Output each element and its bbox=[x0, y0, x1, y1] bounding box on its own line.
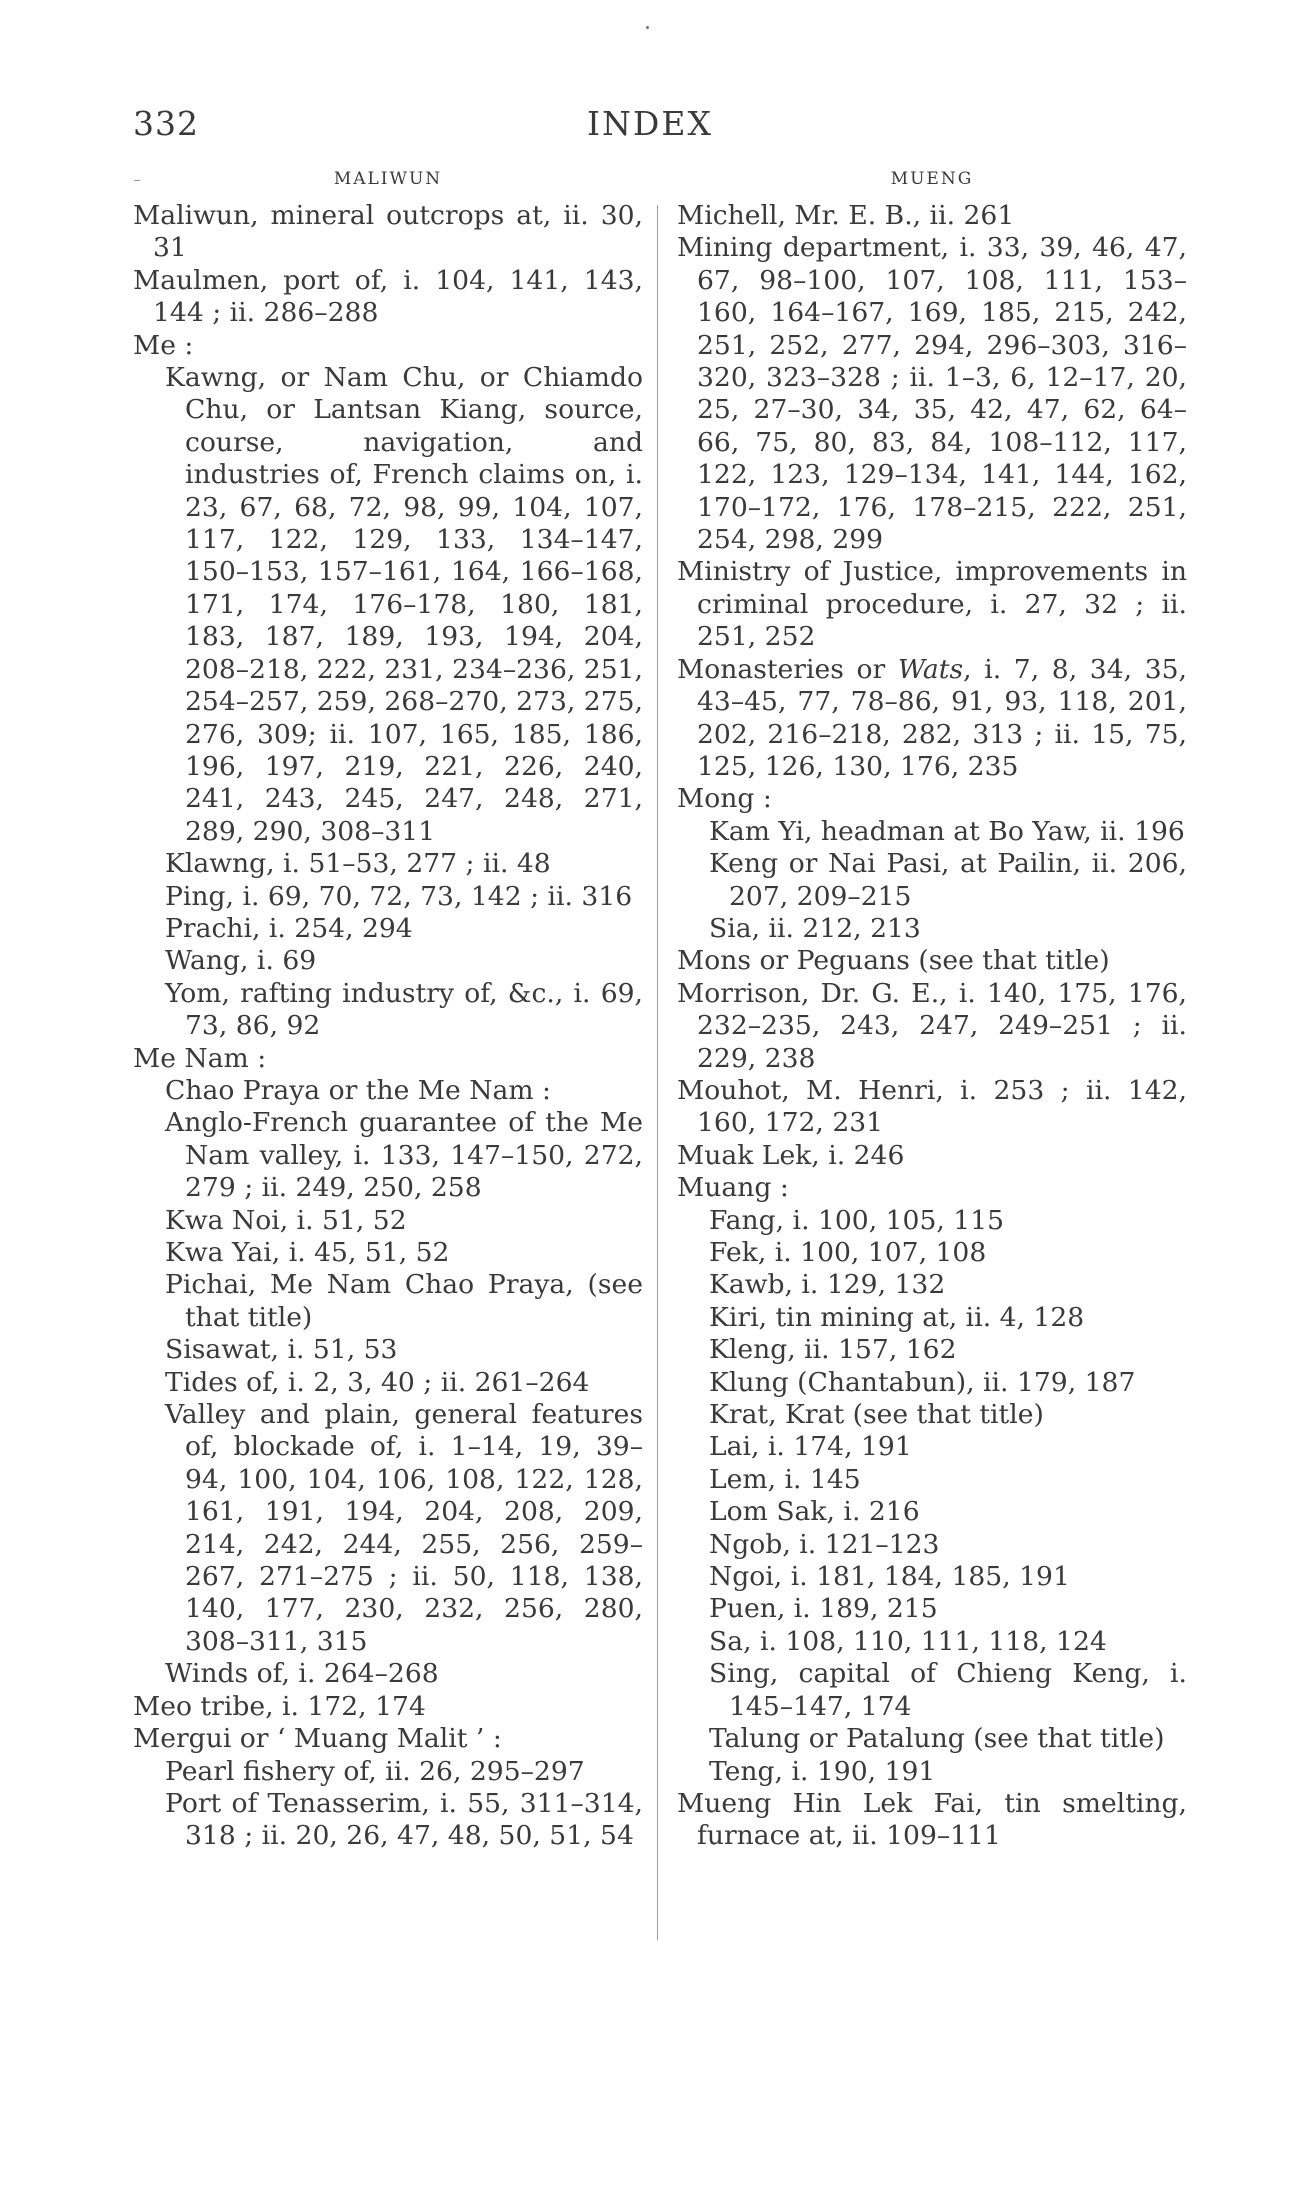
index-subentry: Anglo-French guarantee of the Me Nam valley, i. 133, 147–150, 272, 279 ; ii. 249, 250, 258 bbox=[165, 1107, 643, 1204]
index-entry: Monasteries or Wats, i. 7, 8, 34, 35, 43–45, 77, 78–86, 91, 93, 118, 201, 202, 216–218, 282, 313 ; ii. 15, 75, 125, 126, 130, 176, 235 bbox=[677, 653, 1188, 782]
index-entry: Mergui or ‘ Muang Malit ’ : bbox=[133, 1723, 502, 1755]
index-subentry: Keng or Nai Pasi, at Pailin, ii. 206, 207, 209–215 bbox=[709, 848, 1187, 912]
italic-term: Wats bbox=[897, 653, 964, 685]
index-subentry: Kwa Noi, i. 51, 52 bbox=[165, 1204, 407, 1236]
column-divider bbox=[657, 205, 658, 1940]
index-subentry: Sisawat, i. 51, 53 bbox=[165, 1334, 398, 1366]
index-entry: Me Nam : bbox=[133, 1042, 267, 1074]
index-entry: Me : bbox=[133, 329, 194, 361]
index-subentry: Kiri, tin mining at, ii. 4, 128 bbox=[709, 1301, 1085, 1333]
index-subentry: Chao Praya or the Me Nam : bbox=[165, 1074, 551, 1106]
right-column bbox=[677, 168, 1187, 1853]
index-subentry: Krat, Krat (see that title) bbox=[709, 1399, 1044, 1431]
index-entry: Michell, Mr. E. B., ii. 261 bbox=[677, 200, 1015, 231]
left-running-head: MALIWUN bbox=[333, 169, 443, 189]
left-column bbox=[133, 168, 643, 1853]
index-subentry: Fek, i. 100, 107, 108 bbox=[709, 1237, 987, 1268]
index-subentry: Teng, i. 190, 191 bbox=[709, 1755, 936, 1787]
index-subentry: Kam Yi, headman at Bo Yaw, ii. 196 bbox=[709, 815, 1185, 847]
index-subentry: Pichai, Me Nam Chao Praya, (see that title) bbox=[165, 1269, 643, 1333]
index-entry: Meo tribe, i. 172, 174 bbox=[133, 1690, 426, 1722]
index-subentry: Fang, i. 100, 105, 115 bbox=[709, 1204, 1005, 1236]
index-subentry: Ngob, i. 121–123 bbox=[709, 1528, 940, 1560]
index-entry: Muang : bbox=[677, 1172, 789, 1204]
index-subentry: Klung (Chantabun), ii. 179, 187 bbox=[709, 1366, 1136, 1398]
index-subentry: Ngoi, i. 181, 184, 185, 191 bbox=[709, 1561, 1070, 1593]
index-subentry: Talung or Patalung (see that title) bbox=[709, 1723, 1165, 1755]
right-running-head: MUENG bbox=[890, 169, 974, 189]
page-title: INDEX bbox=[587, 104, 713, 143]
index-subentry: Port of Tenasserim, i. 55, 311–314, 318 ; ii. 20, 26, 47, 48, 50, 51, 54 bbox=[165, 1787, 643, 1852]
index-subentry: Sing, capital of Chieng Keng, i. 145–147, 174 bbox=[709, 1658, 1187, 1722]
index-entry: Mueng Hin Lek Fai, tin smelting, furnace at, ii. 109–111 bbox=[677, 1787, 1187, 1852]
index-subentry: Valley and plain, general features of, blockade of, i. 1–14, 19, 39–94, 100, 104, 106, 108, 122, 128, 161, 191, 194, 204, 208, 209, 214, 242, 244, 255, 256, 259–267, 271–275 ; ii. 50, 118, 138, 140, 177, 230, 232, 256, 280, 308–311, 315 bbox=[165, 1399, 643, 1657]
index-subentry: Lem, i. 145 bbox=[709, 1463, 861, 1495]
ink-speck bbox=[646, 26, 649, 29]
page-number: 332 bbox=[133, 104, 199, 143]
index-subentry: Sia, ii. 212, 213 bbox=[709, 912, 921, 944]
index-subentry: Wang, i. 69 bbox=[165, 945, 317, 977]
index-subentry: Lai, i. 174, 191 bbox=[709, 1431, 912, 1463]
index-entry: Mining department, i. 33, 39, 46, 47, 67, 98–100, 107, 108, 111, 153–160, 164–167, 169, 185, 215, 242, 251, 252, 277, 294, 296–303, 316–320, 323–328 ; ii. 1–3, 6, 12–17, 20, 25, 27–30, 34, 35, 42, 47, 62, 64–66, 75, 80, 83, 84, 108–112, 117, 122, 123, 129–134, 141, 144, 162, 170–172, 176, 178–215, 222, 251, 254, 298, 299 bbox=[677, 232, 1187, 556]
index-entry: Mons or Peguans (see that title) bbox=[677, 945, 1110, 977]
index-entry: Maliwun, mineral outcrops at, ii. 30, 31 bbox=[133, 200, 643, 264]
index-subentry: Lom Sak, i. 216 bbox=[709, 1496, 920, 1528]
index-subentry: Kleng, ii. 157, 162 bbox=[709, 1334, 957, 1366]
index-subentry: Prachi, i. 254, 294 bbox=[165, 912, 413, 944]
index-subentry: Klawng, i. 51–53, 277 ; ii. 48 bbox=[165, 848, 551, 880]
index-subentry: Kawb, i. 129, 132 bbox=[709, 1269, 946, 1301]
index-subentry: Sa, i. 108, 110, 111, 118, 124 bbox=[709, 1625, 1107, 1657]
index-entry: Morrison, Dr. G. E., i. 140, 175, 176, 232–235, 243, 247, 249–251 ; ii. 229, 238 bbox=[677, 977, 1187, 1074]
index-subentry: Winds of, i. 264–268 bbox=[165, 1658, 439, 1690]
index-subentry: Kawng, or Nam Chu, or Chiamdo Chu, or Lantsan Kiang, source, course, navigation, and industries of, French claims on, i. 23, 67, 68, 72, 98, 99, 104, 107, 117, 122, 129, 133, 134–147, 150–153, 157–161, 164, 166–168, 171, 174, 176–178, 180, 181, 183, 187, 189, 193, 194, 204, 208–218, 222, 231, 234–236, 251, 254–257, 259, 268–270, 273, 275, 276, 309; ii. 107, 165, 185, 186, 196, 197, 219, 221, 226, 240, 241, 243, 245, 247, 248, 271, 289, 290, 308–311 bbox=[165, 362, 643, 847]
left-entries bbox=[133, 200, 643, 1853]
right-entries bbox=[677, 200, 1187, 1853]
index-subentry: Puen, i. 189, 215 bbox=[709, 1593, 938, 1625]
index-subentry: Yom, rafting industry of, &c., i. 69, 73, 86, 92 bbox=[165, 977, 643, 1042]
index-subentry: Tides of, i. 2, 3, 40 ; ii. 261–264 bbox=[165, 1366, 590, 1398]
index-subentry: Pearl fishery of, ii. 26, 295–297 bbox=[165, 1755, 585, 1787]
index-entry: Muak Lek, i. 246 bbox=[677, 1139, 905, 1171]
index-entry: Mouhot, M. Henri, i. 253 ; ii. 142, 160, 172, 231 bbox=[677, 1074, 1187, 1139]
index-entry: Mong : bbox=[677, 783, 772, 815]
index-subentry: Ping, i. 69, 70, 72, 73, 142 ; ii. 316 bbox=[165, 880, 633, 912]
index-entry: Maulmen, port of, i. 104, 141, 143, 144 ; ii. 286–288 bbox=[133, 264, 643, 329]
index-entry: Ministry of Justice, improvements in criminal procedure, i. 27, 32 ; ii. 251, 252 bbox=[677, 556, 1187, 653]
index-subentry: Kwa Yai, i. 45, 51, 52 bbox=[165, 1237, 450, 1268]
